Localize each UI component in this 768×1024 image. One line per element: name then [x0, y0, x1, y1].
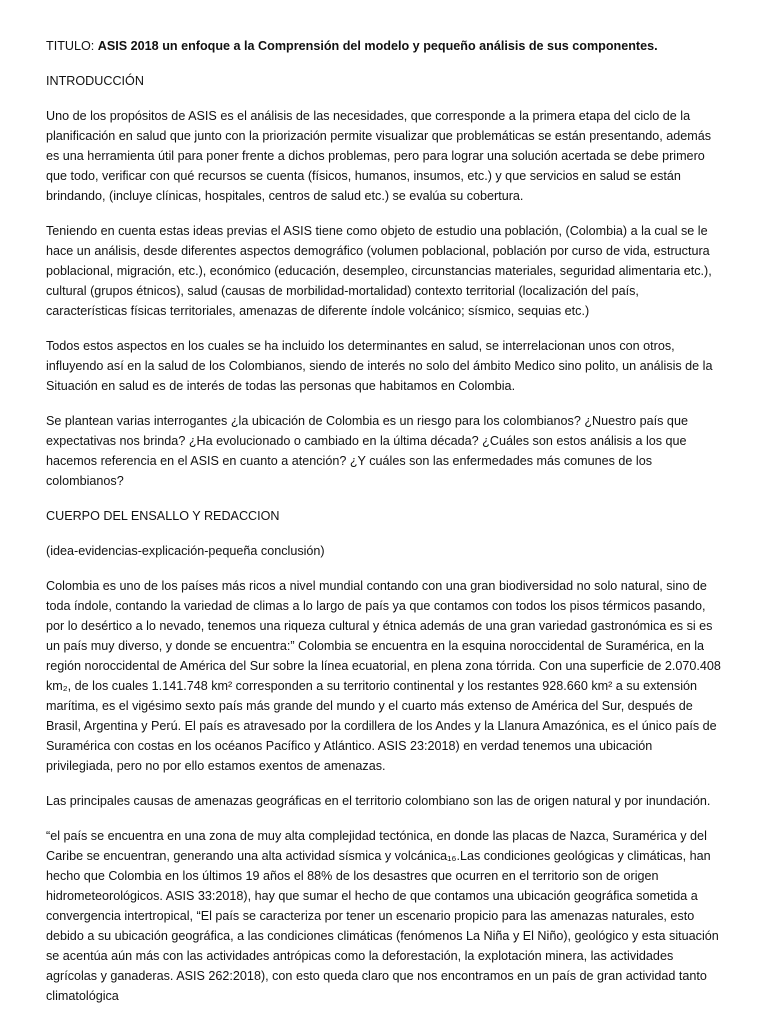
heading-cuerpo: CUERPO DEL ENSALLO Y REDACCION	[46, 509, 280, 523]
intro-paragraph-3: Todos estos aspectos en los cuales se ha incluido los determinantes en salud, se interrelacionan unos con otros, influyendo así en la salud de los Colombianos, siendo de interés no solo del ámbito Medico sino polito, un análisis de la Situación en salud es de interés de todas las personas que habitamos en Colombia.	[46, 339, 713, 393]
body-paragraph-2: Las principales causas de amenazas geográficas en el territorio colombiano son las de origen natural y por inundación.	[46, 794, 711, 808]
title-prefix: TITULO:	[46, 39, 98, 53]
body-note: (idea-evidencias-explicación-pequeña conclusión)	[46, 544, 325, 558]
body-paragraph-3: “el país se encuentra en una zona de muy alta complejidad tectónica, en donde las placas de Nazca, Suramérica y del Caribe se encuentran, generando una alta actividad sísmica y volcánica₁₆.Las condiciones geológicas y climáticas, han hecho que Colombia en los últimos 19 años el 88% de los desastres que ocurren en el territorio son de origen hidrometeorológicos. ASIS 33:2018), hay que sumar el hecho de que contamos una ubicación geográfica sometida a convergencia intertropical, “El país se caracteriza por tener un escenario propicio para las amenazas naturales, esto debido a su ubicación geográfica, a las condiciones climáticas (fenómenos La Niña y El Niño), geológico y esta situación se acentúa aún más con las actividades antrópicas como la deforestación, la explotación minera, las actividades agrícolas y ganaderas. ASIS 262:2018), con esto queda claro que nos encontramos en un país de gran actividad tanto climatológica	[46, 829, 719, 1003]
intro-paragraph-4: Se plantean varias interrogantes ¿la ubicación de Colombia es un riesgo para los colombianos? ¿Nuestro país que expectativas nos brinda? ¿Ha evolucionado o cambiado en la última década? ¿Cuáles son estos análisis a los que hacemos referencia en el ASIS en cuanto a atención? ¿Y cuáles son las enfermedades más comunes de los colombianos?	[46, 414, 688, 488]
body-paragraph-1: Colombia es uno de los países más ricos a nivel mundial contando con una gran biodiversidad no solo natural, sino de toda índole, contando la variedad de climas a lo largo de país ya que contamos con todos los pisos térmicos pasando, por lo desértico a lo nevado, tenemos una riqueza cultural y étnica además de una gran variedad gastronómica es si es un país muy diverso, y donde se encuentra:” Colombia se encuentra en la esquina noroccidental de Suramérica, en la región noroccidental de América del Sur sobre la línea ecuatorial, en plena zona tórrida. Con una superficie de 2.070.408 km₂, de los cuales 1.141.748 km² corresponden a su territorio continental y los restantes 928.660 km² a su extensión marítima, es el vigésimo sexto país más grande del mundo y el cuarto más extenso de América del Sur, después de Brasil, Argentina y Perú. El país es atravesado por la cordillera de los Andes y la Llanura Amazónica, es el único país de Suramérica con costas en los océanos Pacífico y Atlántico. ASIS 23:2018) en verdad tenemos una ubicación privilegiada, pero no por ello estamos exentos de amenazas.	[46, 579, 721, 773]
intro-paragraph-1: Uno de los propósitos de ASIS es el análisis de las necesidades, que corresponde a la primera etapa del ciclo de la planificación en salud que junto con la priorización permite visualizar que problemáticas se están presentando, además es una herramienta útil para poner frente a dichos problemas, pero para lograr una solución acertada se debe primero que todo, verificar con qué recursos se cuenta (físicos, humanos, insumos, etc.) y que servicios en salud se están brindando, (incluye clínicas, hospitales, centros de salud etc.) se evalúa su cobertura.	[46, 109, 712, 203]
document-title	[46, 36, 722, 56]
intro-paragraph-2: Teniendo en cuenta estas ideas previas el ASIS tiene como objeto de estudio una población, (Colombia) a la cual se le hace un análisis, desde diferentes aspectos demográfico (volumen poblacional, población por curso de vida, estructura poblacional, migración, etc.), económico (educación, desempleo, circunstancias materiales, seguridad alimentaria etc.), cultural (grupos étnicos), salud (causas de morbilidad-mortalidad) contexto territorial (localización del país, características físicas territoriales, amenazas de diferente índole volcánico; sísmico, sequias etc.)	[46, 224, 712, 318]
title-text: ASIS 2018 un enfoque a la Comprensión del modelo y pequeño análisis de sus componentes.	[97, 39, 658, 53]
heading-introduccion: INTRODUCCIÓN	[46, 74, 144, 88]
document-page	[46, 36, 722, 1021]
